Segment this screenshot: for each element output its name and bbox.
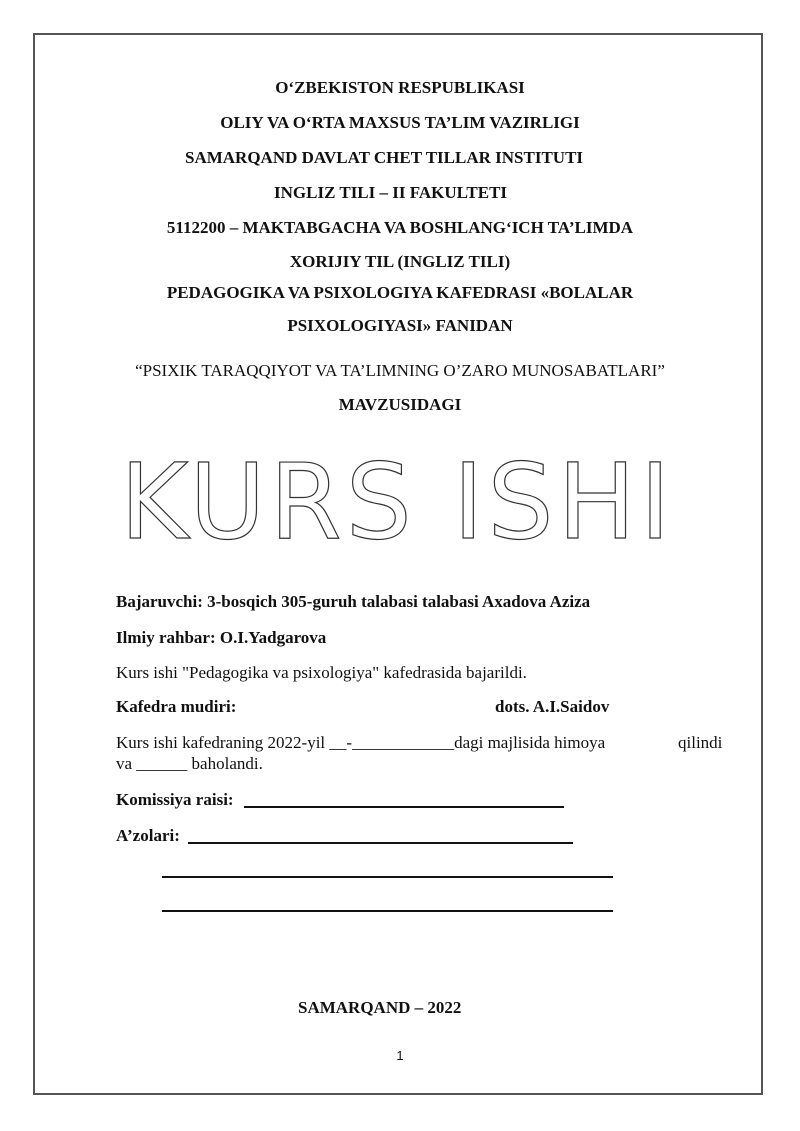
page-number: 1: [396, 1048, 404, 1063]
defense-line-1-end: qilindi: [678, 733, 723, 752]
department-line-2: PSIXOLOGIYASI» FANIDAN: [287, 316, 513, 335]
kurs-ishi-text: KURS ISHI: [120, 443, 675, 553]
faculty-name: INGLIZ TILI – II FAKULTETI: [274, 183, 508, 202]
specialty-line-2: XORIJIY TIL (INGLIZ TILI): [289, 252, 511, 271]
executor-line: Bajaruvchi: 3-bosqich 305-guruh talabasi talabasi Axadova Aziza: [116, 592, 591, 611]
institute-name: SAMARQAND DAVLAT CHET TILLAR INSTITUTI: [185, 148, 584, 167]
topic-title: “PSIXIK TARAQQIYOT VA TA’LIMNING O’ZARO MUNOSABATLARI”: [135, 361, 665, 380]
kurs-ishi-title: [118, 443, 728, 553]
commission-label: Komissiya raisi:: [116, 790, 234, 809]
members-label: A’zolari:: [116, 826, 180, 845]
topic-suffix: MAVZUSIDAGI: [338, 395, 462, 414]
ministry-country: O‘ZBEKISTON RESPUBLIKASI: [275, 78, 525, 97]
member-signature-line-2: [162, 876, 613, 878]
head-name: dots. A.I.Saidov: [495, 697, 610, 716]
city-year: SAMARQAND – 2022: [298, 998, 462, 1017]
specialty-line-1: 5112200 – MAKTABGACHA VA BOSHLANG‘ICH TA’LIMDA: [166, 218, 634, 237]
department-line-1: PEDAGOGIKA VA PSIXOLOGIYA KAFEDRASI «BOLALAR: [166, 283, 634, 302]
member-signature-line-3: [162, 910, 613, 912]
completed-line: Kurs ishi "Pedagogika va psixologiya" kafedrasida bajarildi.: [116, 663, 527, 682]
defense-line-1: Kurs ishi kafedraning 2022-yil __-____________dagi majlisida himoya: [116, 733, 606, 752]
member-signature-line-1: [188, 842, 573, 844]
supervisor-line: Ilmiy rahbar: O.I.Yadgarova: [116, 628, 327, 647]
head-label: Kafedra mudiri:: [116, 697, 237, 716]
defense-line-2: va ______ baholandi.: [116, 754, 263, 773]
ministry-name: OLIY VA O‘RTA MAXSUS TA’LIM VAZIRLIGI: [220, 113, 580, 132]
commission-signature-line: [244, 806, 564, 808]
